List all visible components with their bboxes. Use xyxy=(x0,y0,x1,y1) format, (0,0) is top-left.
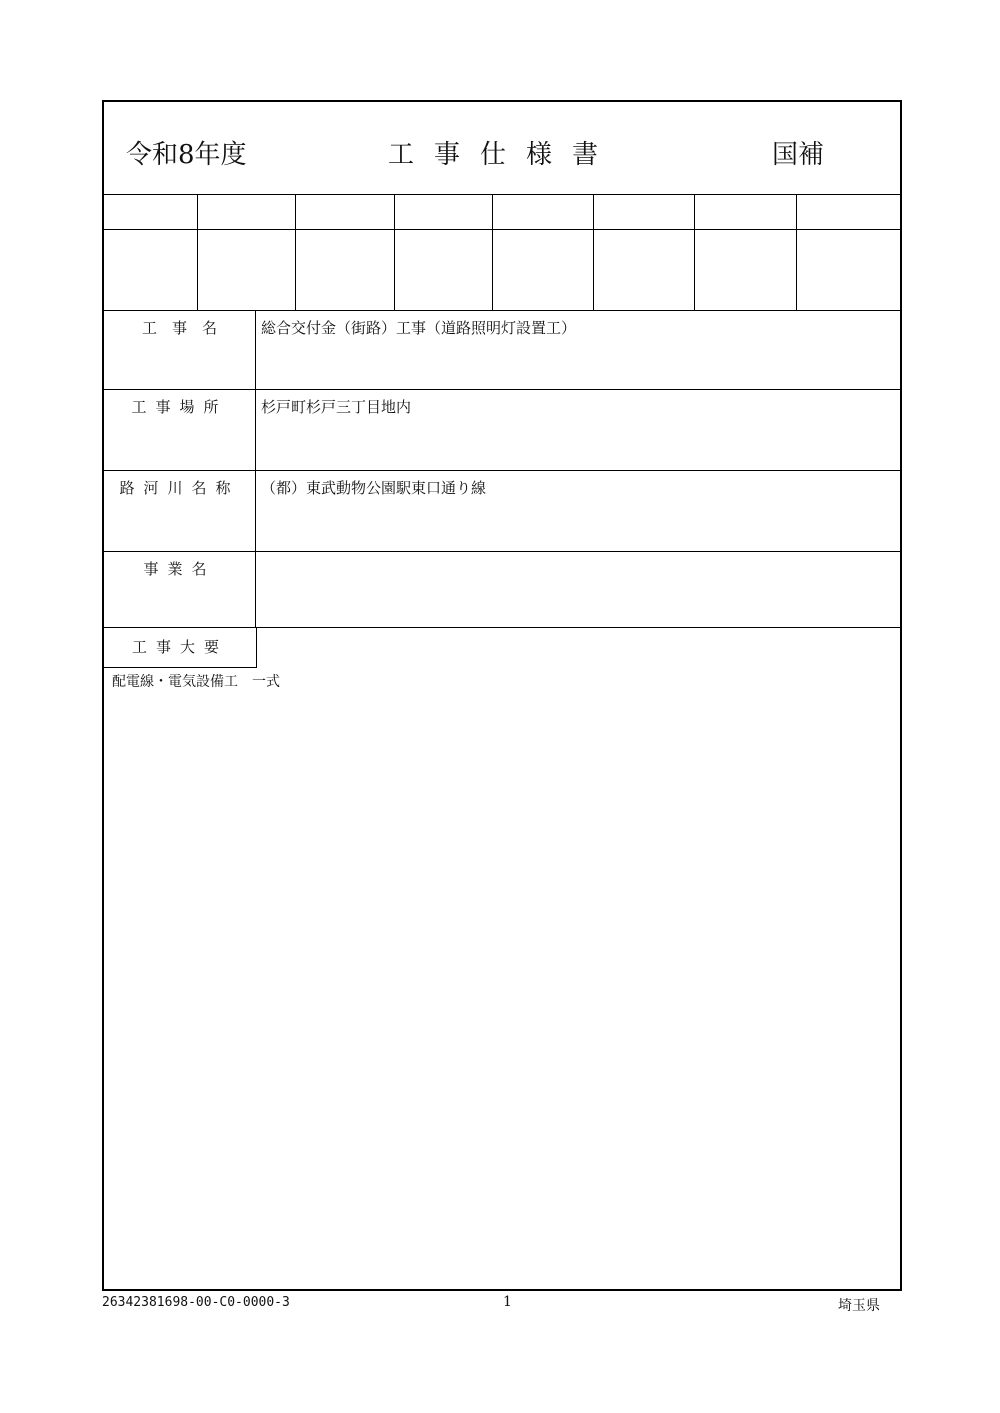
work-place-label: 工事場所 xyxy=(104,390,256,470)
document-title: 工事仕様書 xyxy=(388,140,619,170)
prefecture-name: 埼玉県 xyxy=(838,1298,880,1314)
grid-divider xyxy=(694,194,695,310)
grid-divider xyxy=(593,194,594,310)
outline-text: 配電線・電気設備工 一式 xyxy=(112,674,280,690)
grid-divider xyxy=(492,194,493,310)
document-number: 26342381698-00-C0-0000-3 xyxy=(102,1295,290,1310)
grid-divider xyxy=(197,194,198,310)
outline-label: 工事大要 xyxy=(104,628,257,668)
specification-form xyxy=(102,100,902,1291)
work-name-label: 工 事 名 xyxy=(104,311,256,389)
approval-stamp-grid xyxy=(104,194,900,310)
road-river-value: （都）東武動物公園駅東口通り線 xyxy=(261,479,487,497)
project-row xyxy=(104,552,900,628)
work-place-value: 杉戸町杉戸三丁目地内 xyxy=(261,398,412,416)
subsidy-label: 国補 xyxy=(772,140,825,170)
project-label: 事業名 xyxy=(104,552,256,627)
fiscal-year: 令和8年度 xyxy=(126,140,247,170)
work-name-value: 総合交付金（街路）工事（道路照明灯設置工） xyxy=(261,319,577,337)
road-river-label: 路河川名称 xyxy=(104,471,256,551)
work-place-row xyxy=(104,390,900,471)
page-number: 1 xyxy=(503,1294,512,1310)
work-name-row xyxy=(104,311,900,390)
title-row xyxy=(104,102,900,195)
grid-divider xyxy=(104,229,900,230)
grid-divider xyxy=(796,194,797,310)
road-river-row xyxy=(104,471,900,552)
grid-divider xyxy=(394,194,395,310)
grid-divider xyxy=(295,194,296,310)
